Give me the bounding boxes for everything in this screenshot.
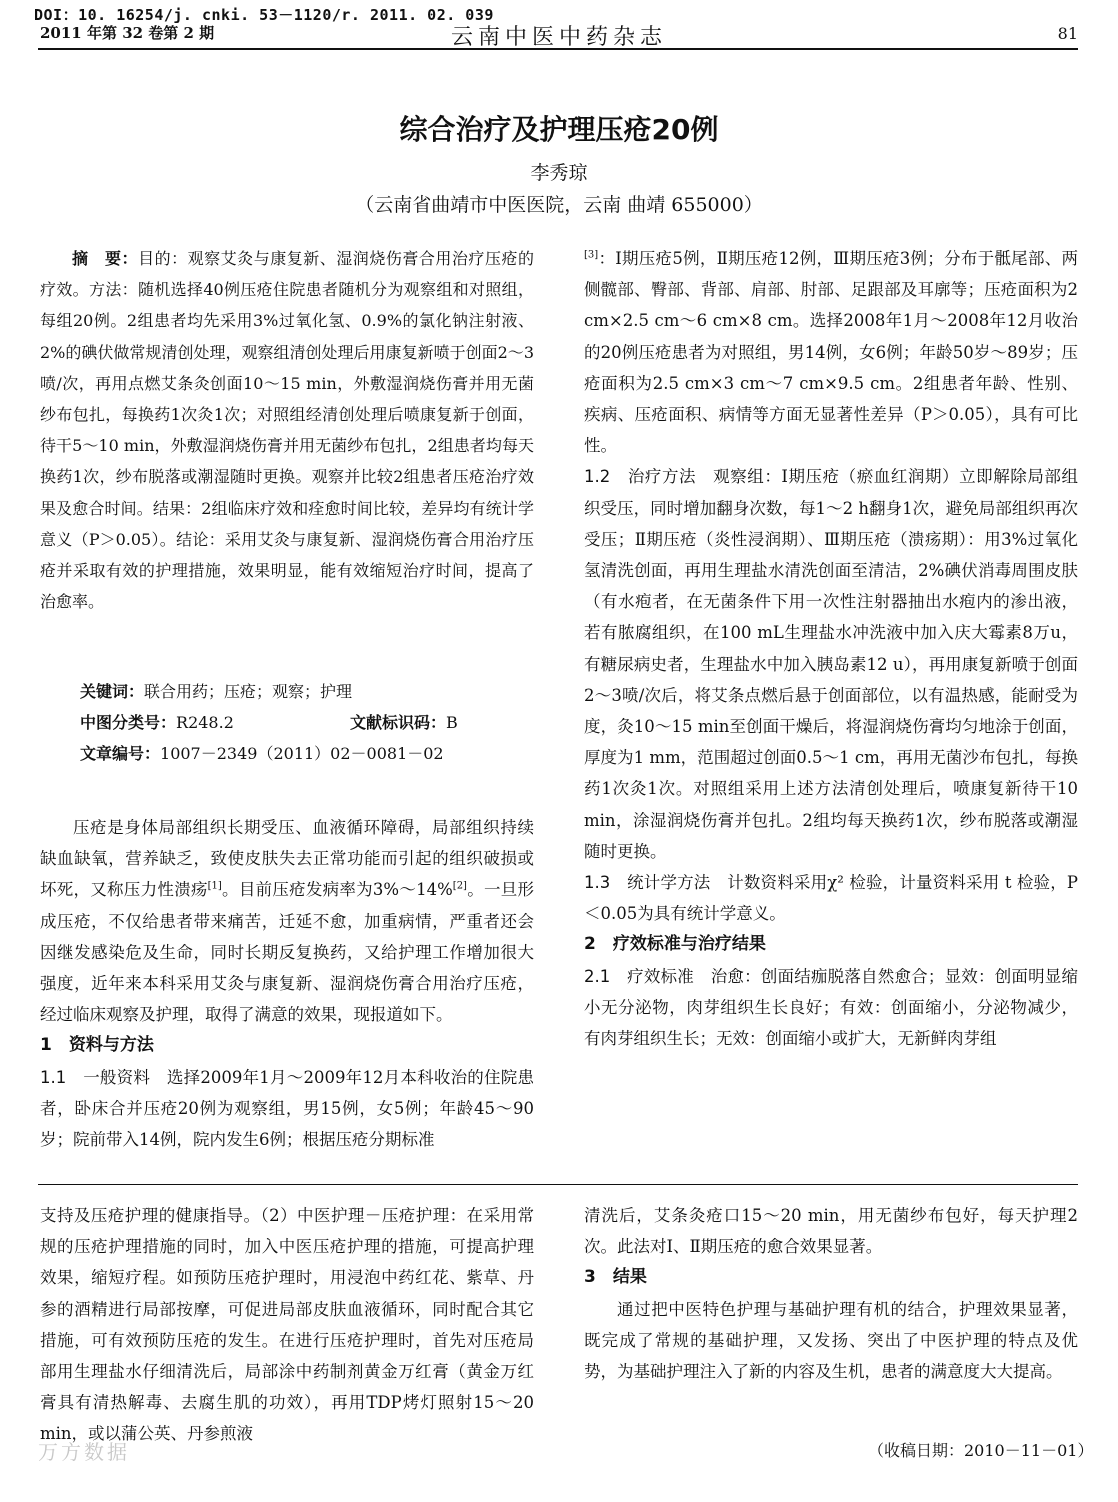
ref-3: [3]	[584, 249, 599, 261]
section-3-heading: 3 结果	[584, 1267, 647, 1288]
watermark: 万方数据	[38, 1440, 130, 1464]
page-number: 81	[1057, 24, 1078, 43]
intro-block	[40, 812, 534, 1155]
abstract-text: 目的：观察艾灸与康复新、湿润烧伤膏合用治疗压疮的疗效。方法：随机选择40例压疮住院患者随机分为观察组和对照组，每组20例。2组患者均先采用3%过氧化氢、0.9%的氯化钠注射液、2%的碘伏做常规清创处理，观察组清创处理后用康复新喷于创面2～3喷/次，再用点燃艾条灸创面10～15 min，外敷湿润烧伤膏并用无菌纱布包扎，每换药1次灸1次；对照组经清创处理后喷康复新于创面，待干5～10 min，外敷湿润烧伤膏并用无菌纱布包扎，2组患者均每天换药1次，纱布脱落或潮湿随时更换。观察并比较2组患者压疮治疗效果及愈合时间。结果：2组临床疗效和痊愈时间比较，差异均有统计学意义（P＞0.05）。结论：采用艾灸与康复新、湿润烧伤膏合用治疗压疮并采取有效的护理措施，效果明显，能有效缩短治疗时间，提高了治愈率。	[40, 249, 534, 612]
section-1-2-label: 1.2 治疗方法	[584, 467, 697, 487]
lower-left-column	[40, 1200, 534, 1450]
section-2-1-label: 2.1 疗效标准	[584, 966, 694, 986]
abstract-block	[40, 243, 534, 617]
article-no-value: 1007－2349（2011）02－0081－02	[160, 744, 444, 764]
ref-2: [2]	[452, 880, 467, 892]
section-3-text: 通过把中医特色护理与基础护理有机的结合，护理效果显著，既完成了常规的基础护理，又发扬、突出了中医护理的特点及优势，为基础护理注入了新的内容及生机，患者的满意度大大提高。	[584, 1299, 1078, 1382]
right-column	[584, 243, 1078, 1054]
page-divider	[38, 1184, 1078, 1185]
section-1-1-cont: [3]：Ⅰ期压疮5例，Ⅱ期压疮12例，Ⅲ期压疮3例；分布于骶尾部、两侧髋部、臀部、背部、肩部、肘部、足跟部及耳廓等；压疮面积为2 cm×2.5 cm～6 cm×8 cm。选择2008年1月～2008年12月收治的20例压疮患者为对照组，男14例，女6例；年龄50岁～89岁；压疮面积为2.5 cm×3 cm～7 cm×9.5 cm。2组患者年龄、性别、疾病、压疮面积、病情等方面无显著性差异（P＞0.05），具有可比性。	[584, 249, 1078, 456]
section-1-3-label: 1.3 统计学方法	[584, 873, 711, 893]
intro-paragraph: 压疮是身体局部组织长期受压、血液循环障碍，局部组织持续缺血缺氧，营养缺乏，致使皮肤失去正常功能而引起的组织破损或坏死，又称压力性溃疡[1]。目前压疮发病率为3%～14%[2]。一旦形成压疮，不仅给患者带来痛苦，迁延不愈，加重病情，严重者还会因继发感染危及生命，同时长期反复换药，又给护理工作增加很大强度，近年来本科采用艾灸与康复新、湿润烧伤膏合用治疗压疮，经过临床观察及护理，取得了满意的效果，现报道如下。	[40, 818, 535, 1025]
article-affiliation: （云南省曲靖市中医医院，云南 曲靖 655000）	[355, 194, 763, 216]
keywords-block	[80, 676, 458, 770]
lower-left-text: 支持及压疮护理的健康指导。（2）中医护理－压疮护理：在采用常规的压疮护理措施的同时，加入中医压疮护理的措施，可提高护理效果，缩短疗程。如预防压疮护理时，用浸泡中药红花、紫草、丹参的酒精进行局部按摩，可促进局部皮肤血液循环，同时配合其它措施，可有效预防压疮的发生。在进行压疮护理时，首先对压疮局部用生理盐水仔细清洗后，局部涂中药制剂黄金万红膏（黄金万红膏具有清热解毒、去腐生肌的功效），再用TDP烤灯照射15～20 min，或以蒲公英、丹参煎液	[40, 1206, 534, 1444]
journal-name: 云南中医中药杂志	[450, 25, 667, 50]
section-1-1: 1.1 一般资料 选择2009年1月～2009年12月本科收治的住院患者，卧床合并压疮20例为观察组，男15例，女5例；年龄45～90岁；院前带入14例，院内发生6例；根据压疮分期标准	[40, 1067, 534, 1150]
header-rule	[38, 48, 1078, 50]
doi-line: DOI：10. 16254/j. cnki. 53－1120/r. 2011. 02. 039	[34, 6, 494, 24]
section-2-heading: 2 疗效标准与治疗结果	[584, 934, 766, 955]
keywords-text: 联合用药；压疮；观察；护理	[144, 682, 353, 701]
received-date: （收稿日期：2010－11－01）	[868, 1441, 1094, 1460]
ref-1: [1]	[207, 880, 222, 892]
lower-right-text: 清洗后，艾条灸疮口15～20 min，用无菌纱布包好，每天护理2次。此法对Ⅰ、Ⅱ期压疮的愈合效果显著。	[584, 1206, 1078, 1257]
section-1-3: 1.3 统计学方法 计数资料采用χ² 检验，计量资料采用 t 检验，P＜0.05为具有统计学意义。	[584, 873, 1079, 924]
section-1-2: 1.2 治疗方法 观察组：Ⅰ期压疮（瘀血红润期）立即解除局部组织受压，同时增加翻身次数，每1～2 h翻身1次，避免局部组织再次受压；Ⅱ期压疮（炎性浸润期）、Ⅲ期压疮（溃疡期）：用3%过氧化氢清洗创面，再用生理盐水清洗创面至清洁，2%碘伏消毒周围皮肤（有水疱者，在无菌条件下用一次性注射器抽出水疱内的渗出液，若有脓腐组织，在100 mL生理盐水冲洗液中加入庆大霉素8万u，有糖尿病史者，生理盐水中加入胰岛素12 u），再用康复新喷于创面2～3喷/次后，将艾条点燃后悬于创面部位，以有温热感，能耐受为度，灸10～15 min至创面干燥后，将湿润烧伤膏均匀地涂于创面，厚度为1 mm，范围超过创面0.5～1 cm，再用无菌沙布包扎，每换药1次灸1次。对照组采用上述方法清创处理后，喷康复新待干10 min，涂湿润烧伤膏并包扎。2组均每天换药1次，纱布脱落或潮湿随时更换。	[584, 467, 1078, 861]
section-1-heading: 1 资料与方法	[40, 1035, 154, 1056]
article-author: 李秀琼	[530, 162, 588, 184]
abstract-label: 摘 要：	[72, 249, 139, 268]
doc-code-label: 文献标识码：	[350, 713, 447, 733]
doc-code-value: B	[446, 713, 458, 733]
clc-value: R248.2	[176, 713, 234, 733]
article-no-label: 文章编号：	[80, 744, 161, 764]
clc-label: 中图分类号：	[80, 713, 177, 733]
article-title: 综合治疗及护理压疮20例	[399, 113, 719, 146]
lower-right-column	[584, 1200, 1078, 1387]
section-2-1: 2.1 疗效标准 治愈：创面结痂脱落自然愈合；显效：创面明显缩小无分泌物，肉芽组织生长良好；有效：创面缩小，分泌物减少，有肉芽组织生长；无效：创面缩小或扩大，无新鲜肉芽组	[584, 966, 1079, 1049]
section-1-1-label: 1.1 一般资料	[40, 1067, 151, 1087]
keywords-label: 关键词：	[80, 682, 145, 701]
issue-info: 2011 年第 32 卷第 2 期	[40, 24, 215, 42]
